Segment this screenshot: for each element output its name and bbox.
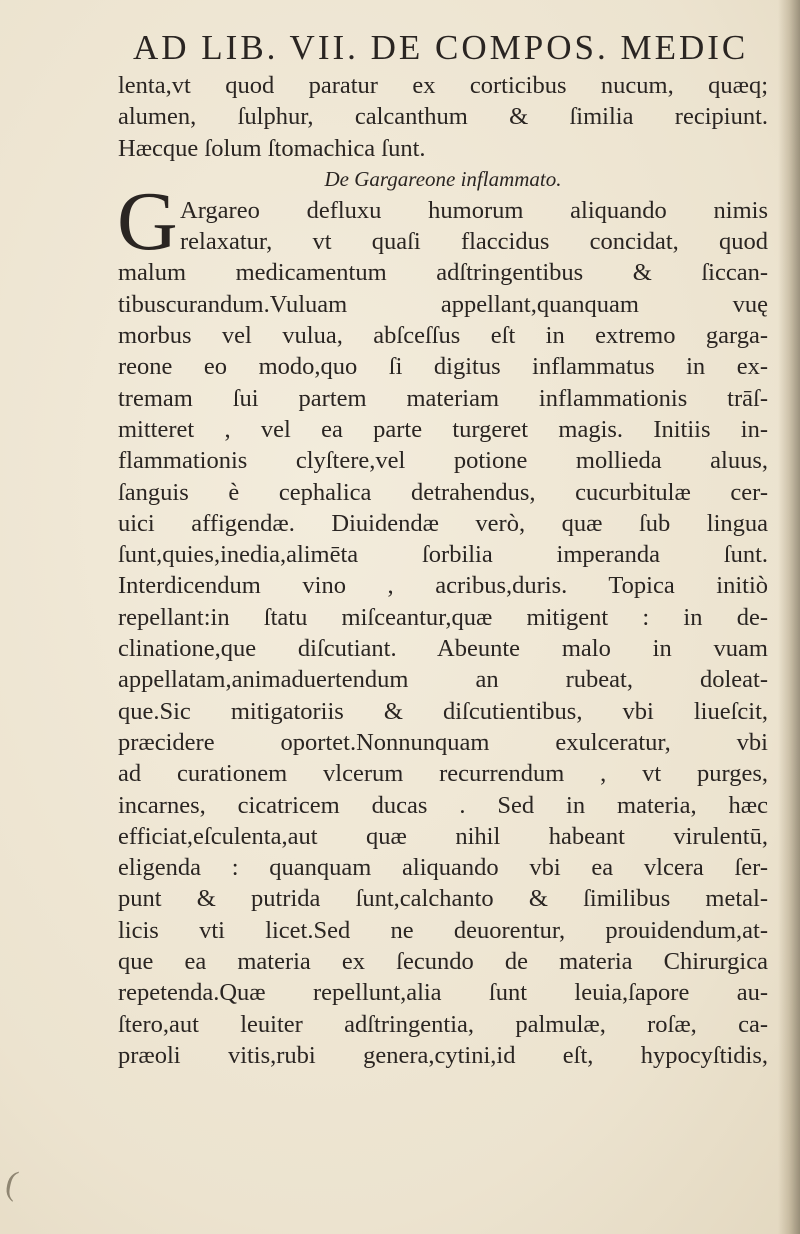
text-line: præcidere oportet.Nonnunquam exulceratur, vbi xyxy=(118,728,768,756)
text-line: flammationis clyſtere,vel potione mollieda aluus, xyxy=(118,447,768,475)
text-line: malum medicamentum adſtringentibus & ſiccan- xyxy=(118,259,768,287)
text-line: punt & putrida ſunt,calchanto & ſimilibus metal- xyxy=(118,885,768,913)
text-line: tibuscurandum.Vuluam appellant,quanquam vuę xyxy=(118,290,768,318)
text-line: que ea materia ex ſecundo de materia Chirurgica xyxy=(118,948,768,976)
section-heading: De Gargareone inflammato. xyxy=(324,166,562,191)
text-line: efficiat,eſculenta,aut quæ nihil habeant virulentū, xyxy=(118,822,768,850)
text-line: licis vti licet.Sed ne deuorentur, prouidendum,at- xyxy=(118,916,768,944)
text-line: morbus vel vulua, abſceſſus eſt in extremo garga- xyxy=(118,322,768,350)
text-line: Hæcque ſolum ſtomachica ſunt. xyxy=(118,134,426,162)
text-line: lenta,vt quod paratur ex corticibus nucum, quæq; xyxy=(118,72,768,99)
text-line: repetenda.Quæ repellunt,alia ſunt leuia,ſapore au- xyxy=(118,979,768,1007)
text-line: reone eo modo,quo ſi digitus inflammatus in ex- xyxy=(118,353,768,381)
text-line: alumen, ſulphur, calcanthum & ſimilia recipiunt. xyxy=(118,103,768,131)
text-line: ſanguis è cephalica detrahendus, cucurbitulæ cer- xyxy=(118,478,768,506)
text-line: uici affigendæ. Diuidendæ verò, quæ ſub lingua xyxy=(118,509,768,537)
text-line: Interdicendum vino , acribus,duris. Topica initiò xyxy=(118,572,768,600)
text-line: relaxatur, vt quaſi flaccidus concidat, quod xyxy=(180,228,768,256)
text-line: repellant:in ſtatu miſceantur,quæ mitigent : in de- xyxy=(118,603,768,631)
text-line: Argareo defluxu humorum aliquando nimis xyxy=(180,196,768,224)
running-head: AD LIB. VII. DE COMPOS. MEDIC xyxy=(133,28,749,67)
text-line: mitteret , vel ea parte turgeret magis. Initiis in- xyxy=(118,415,768,443)
text-line: que.Sic mitigatoriis & diſcutientibus, vbi liueſcit, xyxy=(118,697,768,725)
page-edge-shadow xyxy=(778,0,800,1234)
text-line: clinatione,que diſcutiant. Abeunte malo in vuam xyxy=(118,635,768,663)
text-line: incarnes, cicatricem ducas . Sed in materia, hæc xyxy=(118,791,768,819)
text-line: ſtero,aut leuiter adſtringentia, palmulæ, roſæ, ca- xyxy=(118,1010,768,1038)
margin-ink-mark: ( xyxy=(2,1164,22,1203)
text-block xyxy=(118,70,768,1071)
drop-cap-initial: G xyxy=(117,175,178,268)
text-line: tremam ſui partem materiam inflammationis trāſ- xyxy=(118,384,768,412)
text-line: ad curationem vlcerum recurrendum , vt purges, xyxy=(118,760,768,788)
text-line: ſunt,quies,inedia,alimēta ſorbilia imperanda ſunt. xyxy=(118,541,768,569)
text-line: præoli vitis,rubi genera,cytini,id eſt, hypocyſtidis, xyxy=(118,1041,768,1069)
text-line: eligenda : quanquam aliquando vbi ea vlcera ſer- xyxy=(118,854,768,882)
text-line: appellatam,animaduertendum an rubeat, doleat- xyxy=(118,666,768,694)
